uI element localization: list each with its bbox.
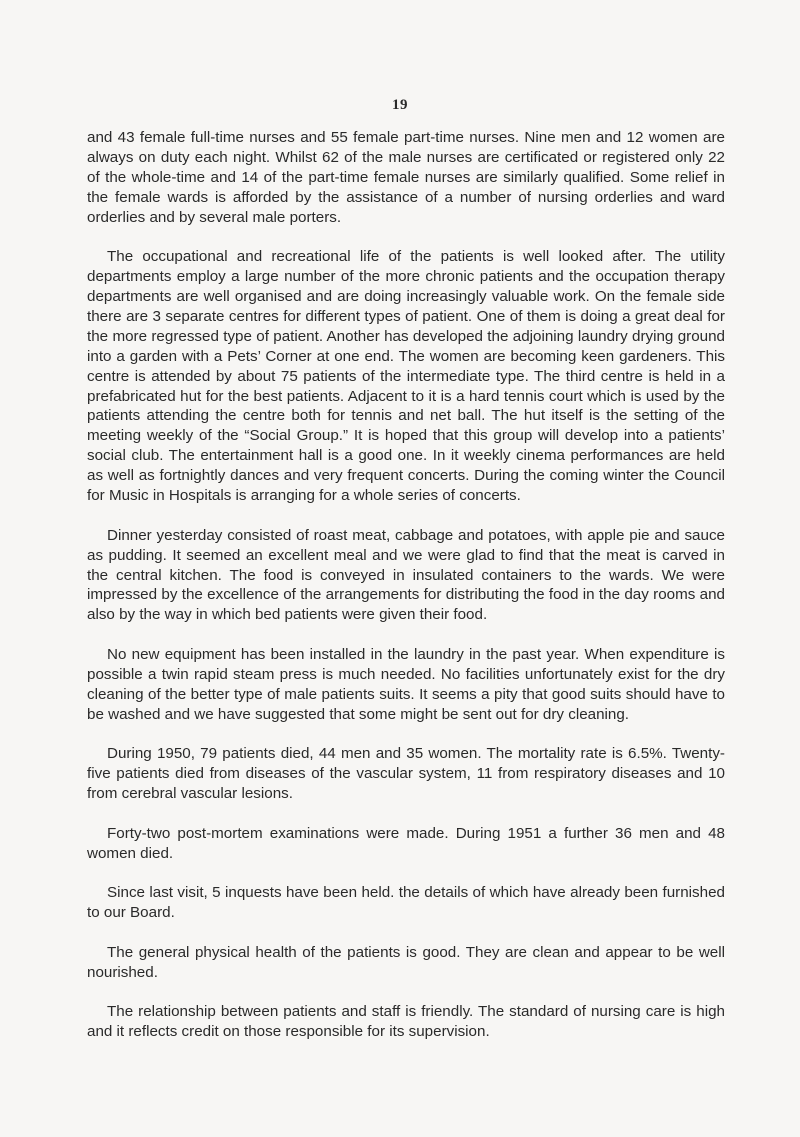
paragraph-mortality: During 1950, 79 patients died, 44 men and 35 women. The mortality rate is 6.5%. Twenty-five patients died from diseases of the vascular system, 11 from respiratory diseases and 10 from cerebral vascular lesions. bbox=[87, 745, 725, 803]
paragraph-occupational-life: The occupational and recreational life of the patients is well looked after. The utility departments employ a large number of the more chronic patients and the occupation therapy departments are well organised and are doing increasingly valuable work. On the female side there are 3 separate centres for different types of patient. One of them is doing a great deal for the more regressed type of patient. Another has developed the adjoining laundry drying ground into a garden with a Pets’ Corner at one end. The women are becoming keen gardeners. This centre is attended by about 75 patients of the intermediate type. The third centre is held in a prefabricated hut for the best patients. Adjacent to it is a hard tennis court which is used by the patients attending the centre both for tennis and net ball. The hut itself is the setting of the meeting weekly of the “Social Group.” It is hoped that this group will develop into a patients’ social club. The entertainment hall is a good one. In it weekly cinema performances are held as well as fortnightly dances and very frequent concerts. During the coming winter the Council for Music in Hospitals is arranging for a whole series of concerts. bbox=[87, 248, 725, 505]
body-text bbox=[87, 128, 725, 1042]
paragraph-laundry: No new equipment has been installed in the laundry in the past year. When expenditure is possible a twin rapid steam press is much needed. No facilities unfortunately exist for the dry cleaning of the better type of male patients suits. It seems a pity that good suits should have to be washed and we have suggested that some might be sent out for dry cleaning. bbox=[87, 645, 725, 723]
paragraph-dinner: Dinner yesterday consisted of roast meat, cabbage and potatoes, with apple pie and sauce as pudding. It seemed an excellent meal and we were glad to find that the meat is carved in the central kitchen. The food is conveyed in insulated containers to the wards. We were impressed by the excellence of the arrangements for distributing the food in the day rooms and also by the way in which bed patients were given their food. bbox=[87, 526, 725, 624]
paragraph-nursing-staff: and 43 female full-time nurses and 55 female part-time nurses. Nine men and 12 women are always on duty each night. Whilst 62 of the male nurses are certificated or registered only 22 of the whole-time and 14 of the part-time female nurses are similarly qualified. Some relief in the female wards is afforded by the assistance of a number of nursing orderlies and ward orderlies and by several male porters. bbox=[87, 129, 725, 226]
paragraph-inquests: Since last visit, 5 inquests have been held. the details of which have already been furnished to our Board. bbox=[87, 884, 725, 922]
paragraph-post-mortem: Forty-two post-mortem examinations were made. During 1951 a further 36 men and 48 women died. bbox=[87, 824, 725, 862]
page-number: 19 bbox=[392, 97, 408, 113]
paragraph-physical-health: The general physical health of the patients is good. They are clean and appear to be well nourished. bbox=[87, 943, 725, 981]
paragraph-relationship: The relationship between patients and staff is friendly. The standard of nursing care is high and it reflects credit on those responsible for its supervision. bbox=[87, 1003, 725, 1041]
